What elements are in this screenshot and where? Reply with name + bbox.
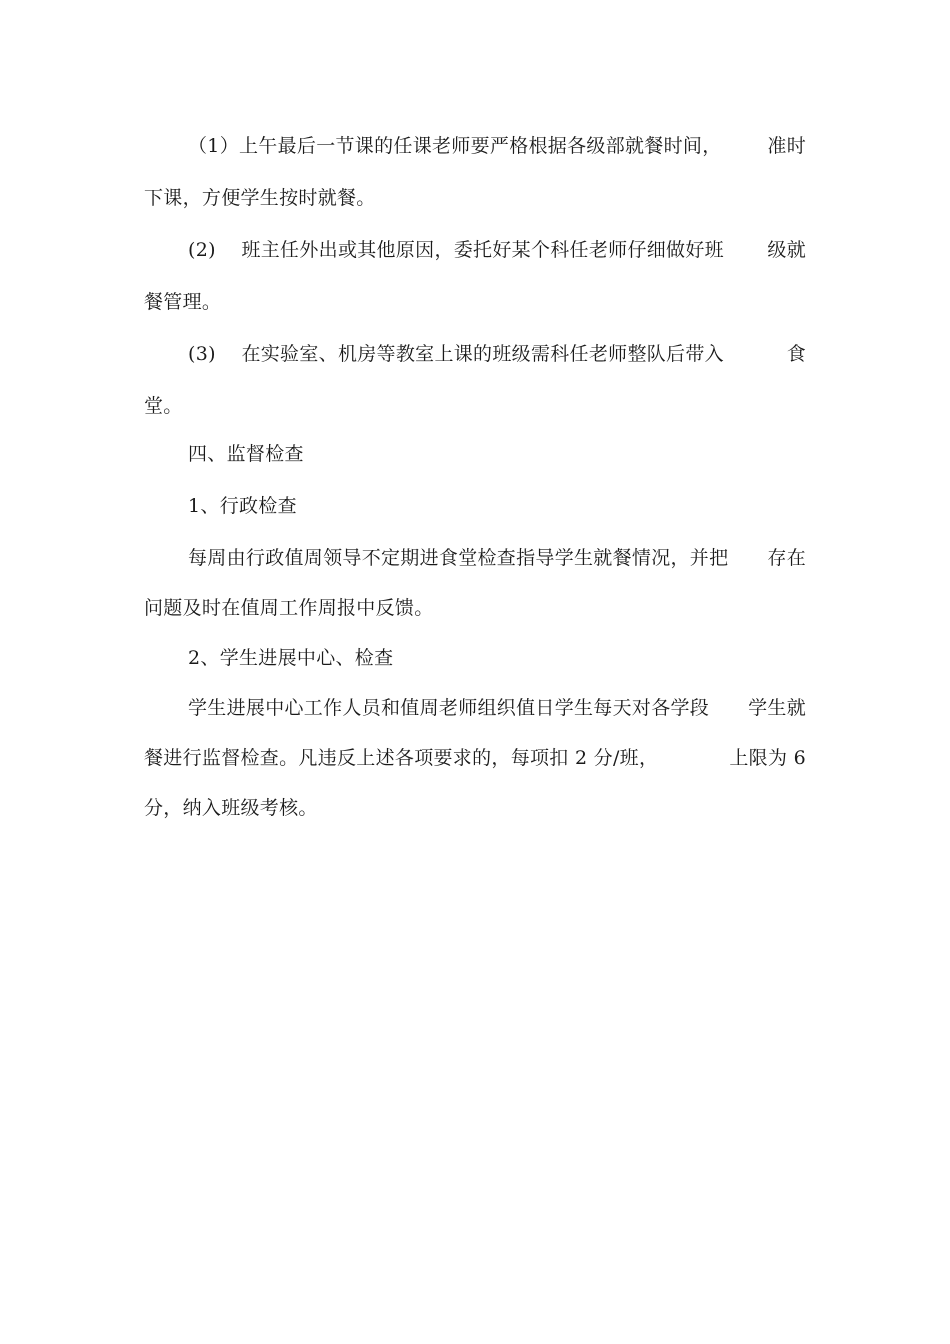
paragraph-2-line-2: 餐管理。	[144, 291, 222, 313]
paragraph-3-line-1	[188, 342, 806, 366]
paragraph-1-line-1-tail: 准时	[767, 135, 806, 157]
section-heading: 四、监督检查	[188, 443, 304, 465]
subsection-2-heading: 2、学生进展中心、检查	[188, 647, 394, 669]
paragraph-1-line-1	[188, 134, 806, 158]
paragraph-3-line-1-text: (3) 在实验室、机房等教室上课的班级需科任老师整队后带入	[188, 343, 724, 365]
subsection-2-line-1-tail: 学生就	[748, 697, 806, 719]
subsection-2-line-3: 分，纳入班级考核。	[144, 797, 318, 819]
subsection-2-line-1-text: 学生进展中心工作人员和值周老师组织值日学生每天对各学段	[188, 697, 710, 719]
subsection-2-line-1	[188, 696, 806, 720]
paragraph-1-line-2: 下课，方便学生按时就餐。	[144, 187, 376, 209]
subsection-2-line-2	[144, 746, 806, 770]
subsection-1-line-2: 问题及时在值周工作周报中反馈。	[144, 597, 434, 619]
subsection-1-line-1-text: 每周由行政值周领导不定期进食堂检查指导学生就餐情况，并把	[188, 547, 729, 569]
paragraph-1-line-1-text: （1）上午最后一节课的任课老师要严格根据各级部就餐时间，	[188, 135, 722, 157]
subsection-1-line-1-tail: 存在	[767, 547, 806, 569]
paragraph-2-line-1	[188, 238, 806, 262]
paragraph-3-line-1-tail: 食	[786, 343, 806, 365]
paragraph-3-line-2: 堂。	[144, 395, 183, 417]
subsection-2-line-2-tail: 上限为 6	[729, 747, 806, 769]
paragraph-2-line-1-tail: 级就	[767, 239, 806, 261]
subsection-1-heading: 1、行政检查	[188, 495, 297, 517]
subsection-2-line-2-text: 餐进行监督检查。凡违反上述各项要求的，每项扣 2 分/班，	[144, 747, 659, 769]
paragraph-2-line-1-text: (2) 班主任外出或其他原因，委托好某个科任老师仔细做好班	[188, 239, 724, 261]
subsection-1-line-1	[188, 546, 806, 570]
